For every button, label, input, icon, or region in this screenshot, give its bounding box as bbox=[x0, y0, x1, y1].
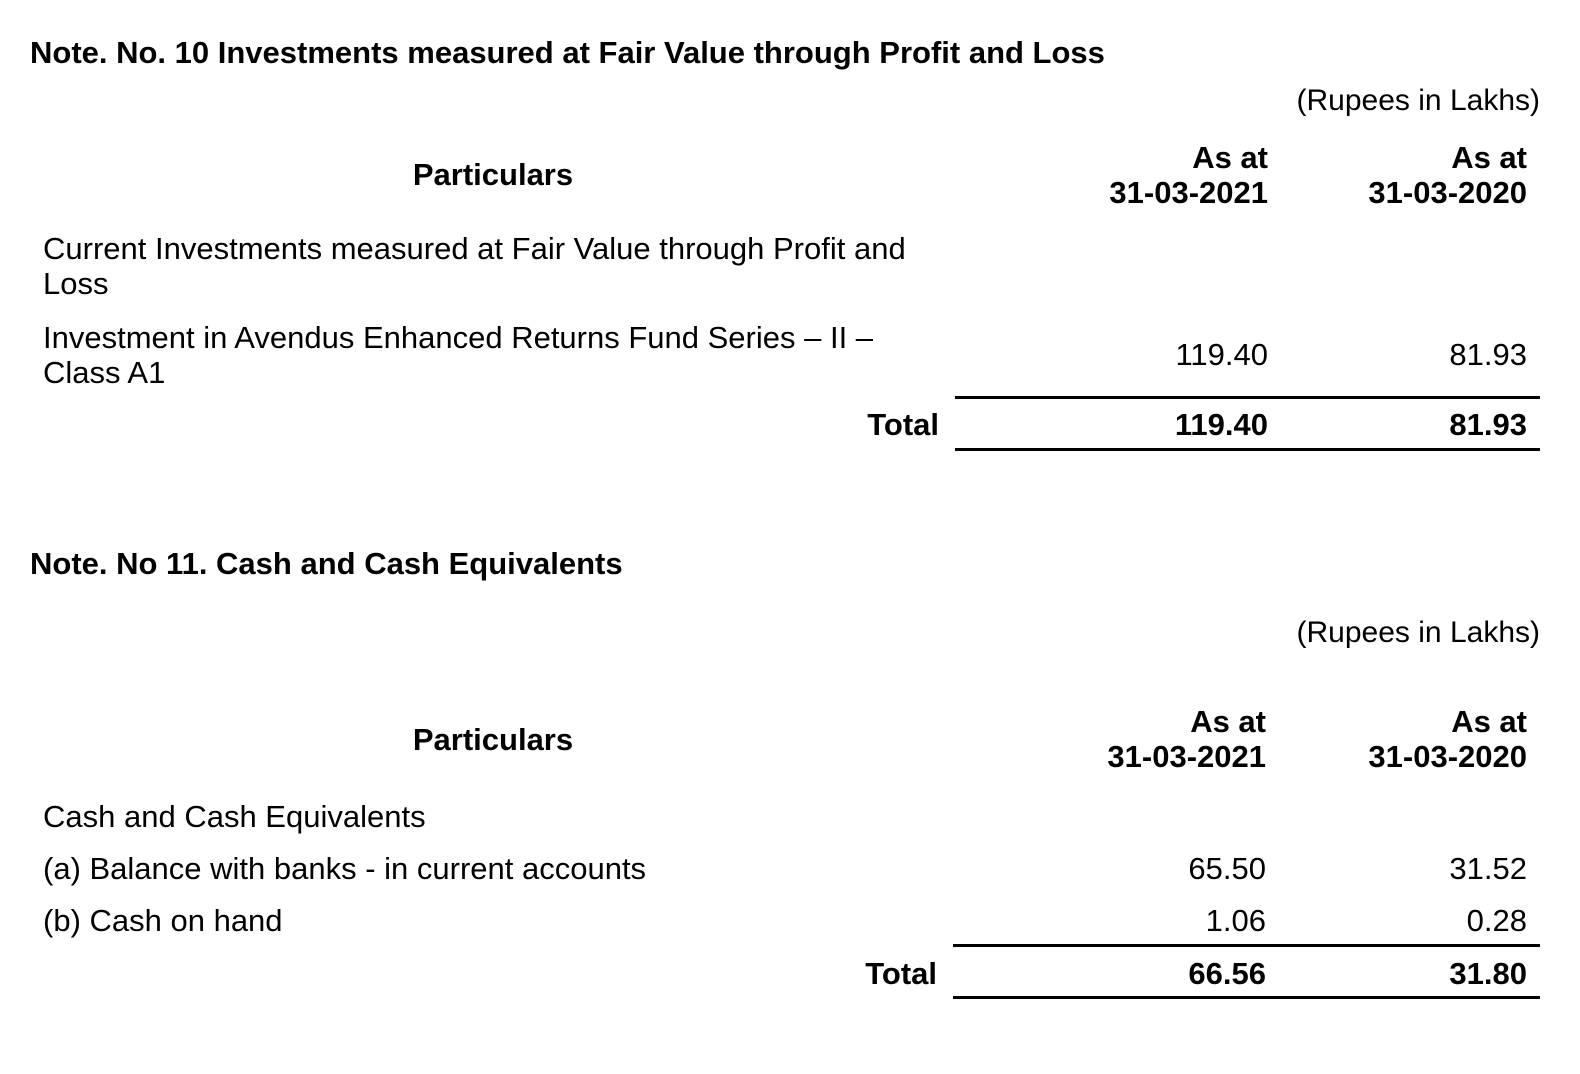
note10-row-value-2021: 119.40 bbox=[1175, 337, 1268, 372]
note11-title: Note. No 11. Cash and Cash Equivalents bbox=[30, 546, 623, 581]
note10-row-label: Current Investments measured at Fair Value through Profit and Loss bbox=[43, 231, 906, 301]
note11-row-value-2020: 0.28 bbox=[1466, 903, 1527, 938]
note10-header-col-2021-line2: 31-03-2021 bbox=[1109, 175, 1268, 210]
note10-header-col-2020 bbox=[1267, 140, 1527, 210]
note10-header-col-2021-line1: As at bbox=[1192, 140, 1268, 175]
note10-total-label: Total bbox=[867, 407, 939, 442]
note11-row-value-2021: 1.06 bbox=[1205, 903, 1266, 938]
note10-header-col-2020-line1: As at bbox=[1451, 140, 1527, 175]
note11-header-col-2021-line2: 31-03-2021 bbox=[1107, 739, 1266, 774]
note10-total-value-2021: 119.40 bbox=[1174, 407, 1268, 442]
note11-total-value-2021: 66.56 bbox=[1188, 956, 1266, 991]
note11-header-col-2021 bbox=[1006, 704, 1266, 774]
note10-header-col-2021 bbox=[1008, 140, 1268, 210]
note11-header-particulars: Particulars bbox=[412, 722, 574, 757]
note10-row-label: Investment in Avendus Enhanced Returns Fund Series – II – Class A1 bbox=[43, 320, 874, 390]
note11-header-col-2020 bbox=[1267, 704, 1527, 774]
note11-total-bottom-rule bbox=[953, 996, 1540, 999]
note10-row-value-2020: 81.93 bbox=[1449, 337, 1527, 372]
note11-total-top-rule bbox=[953, 944, 1540, 947]
note10-total-value-2020: 81.93 bbox=[1449, 407, 1527, 442]
note11-header-col-2020-line2: 31-03-2020 bbox=[1368, 739, 1527, 774]
note10-unit-label: (Rupees in Lakhs) bbox=[1296, 84, 1540, 117]
note11-row-label: (a) Balance with banks - in current accounts bbox=[43, 851, 647, 886]
note11-header-col-2020-line1: As at bbox=[1451, 704, 1527, 739]
note11-unit-label: (Rupees in Lakhs) bbox=[1296, 616, 1540, 649]
note11-header-col-2021-line1: As at bbox=[1190, 704, 1266, 739]
note11-row-value-2021: 65.50 bbox=[1188, 851, 1266, 886]
note11-row-label: Cash and Cash Equivalents bbox=[43, 799, 426, 834]
note10-title: Note. No. 10 Investments measured at Fair Value through Profit and Loss bbox=[30, 35, 1105, 70]
note11-total-value-2020: 31.80 bbox=[1449, 956, 1527, 991]
note10-header-particulars: Particulars bbox=[412, 157, 574, 192]
note11-total-label: Total bbox=[865, 956, 937, 991]
note10-header-col-2020-line2: 31-03-2020 bbox=[1368, 175, 1527, 210]
note10-total-bottom-rule bbox=[955, 448, 1540, 451]
note10-total-top-rule bbox=[955, 396, 1540, 399]
note11-row-label: (b) Cash on hand bbox=[43, 903, 283, 938]
note11-row-value-2020: 31.52 bbox=[1449, 851, 1527, 886]
